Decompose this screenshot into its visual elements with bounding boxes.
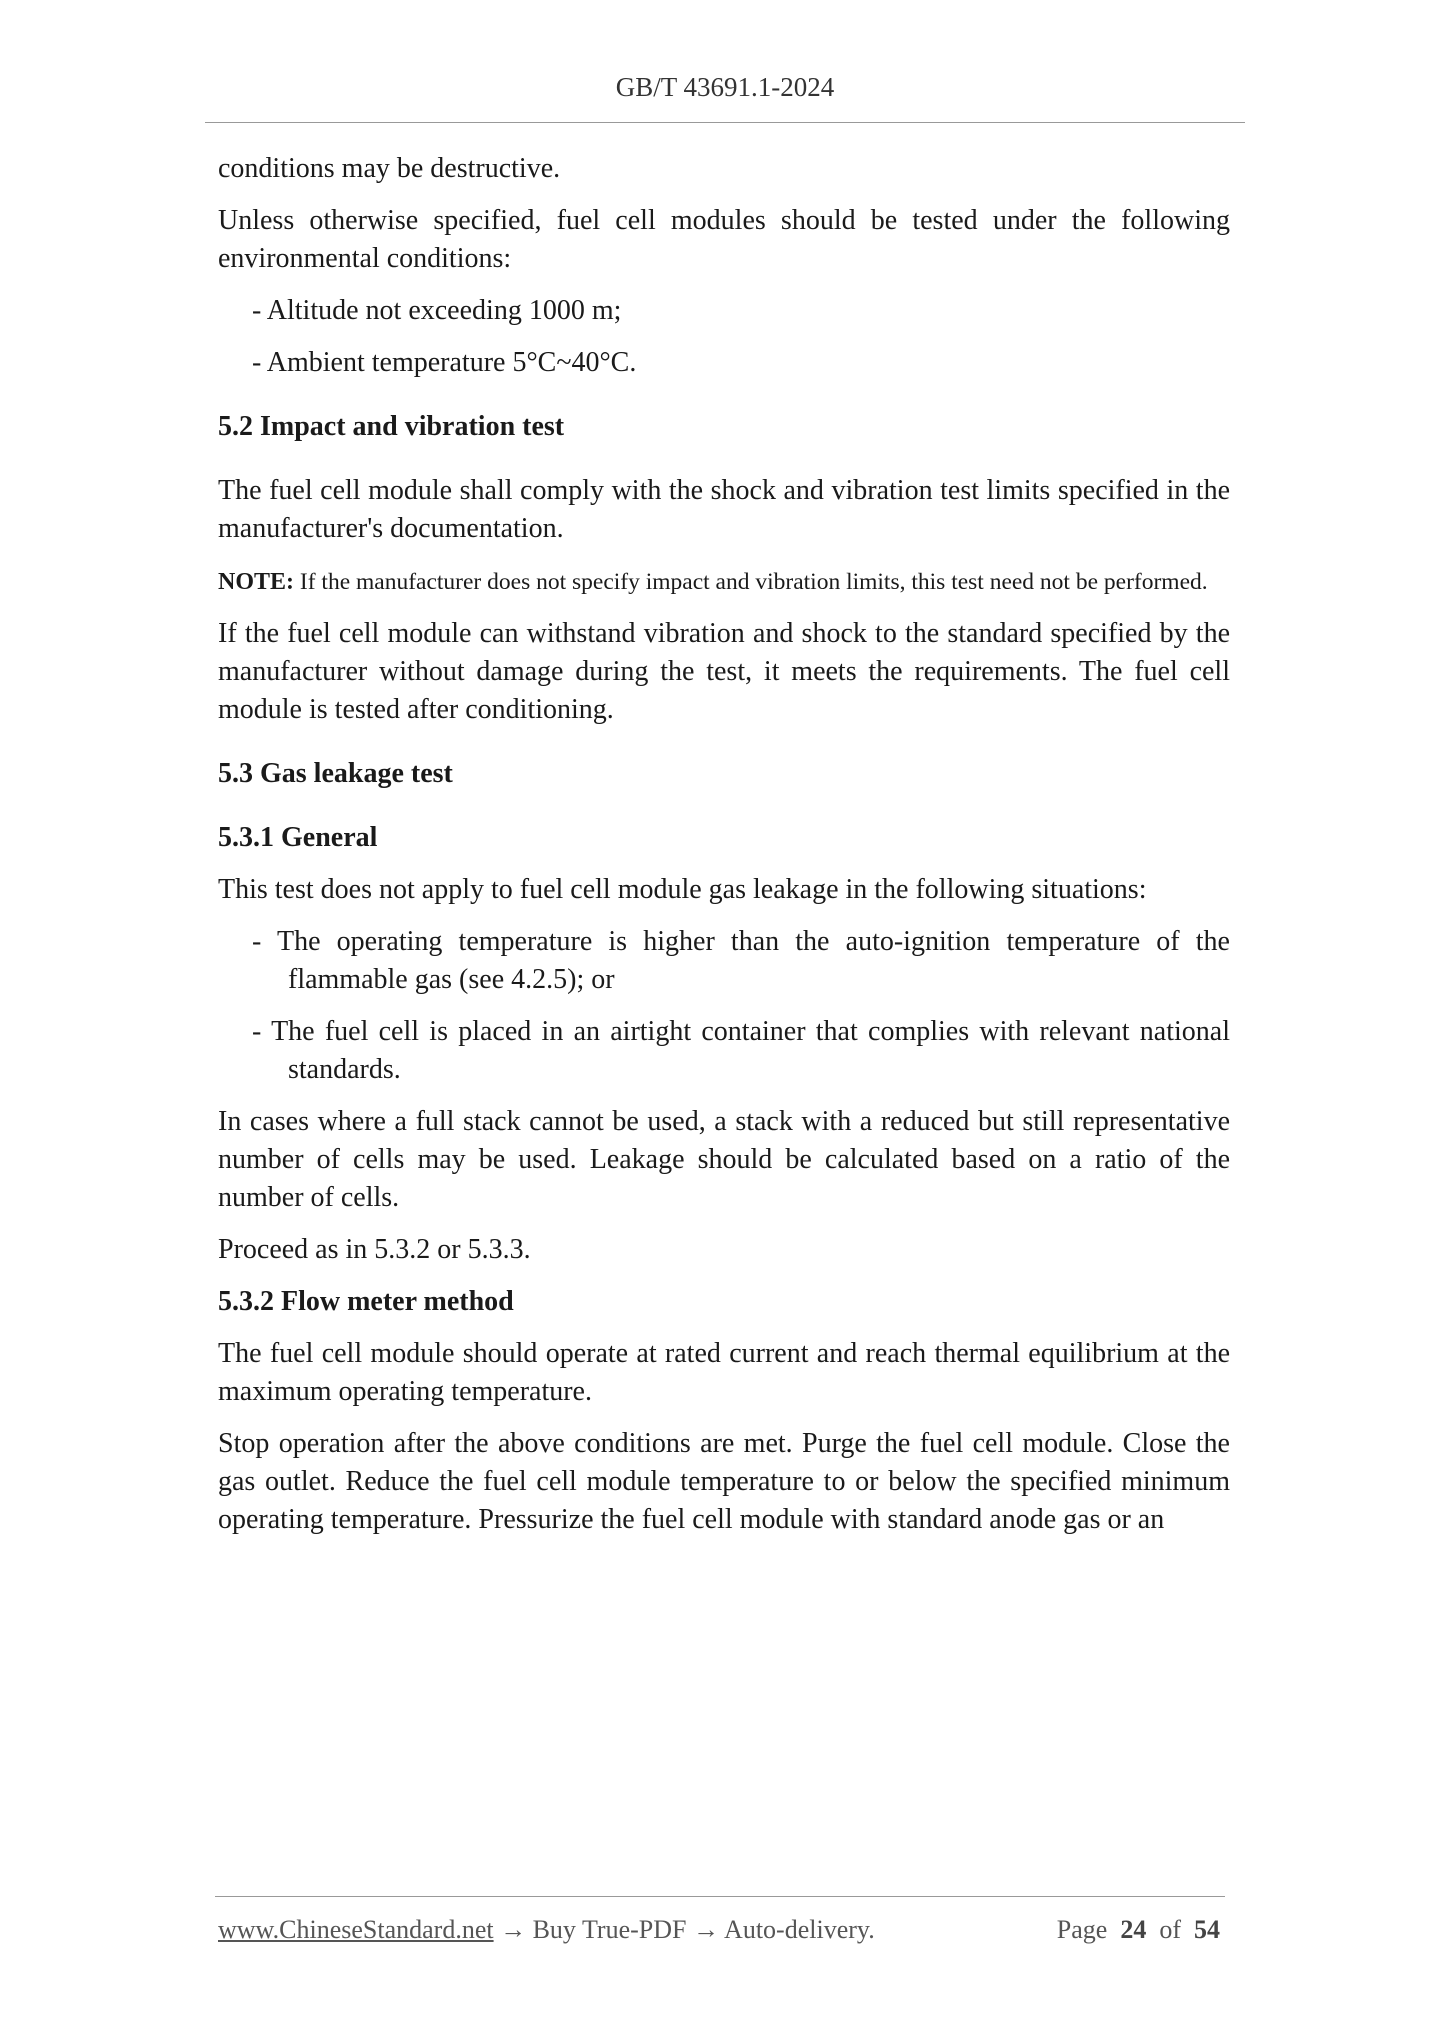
list-item: - The fuel cell is placed in an airtight container that complies with relevant national standards. [252,1016,1230,1085]
footer-promo-text: → Buy True-PDF → Auto-delivery. [493,1915,875,1944]
of-label: of [1159,1915,1181,1944]
note-label: NOTE: [218,569,295,595]
paragraph: The fuel cell module should operate at rated current and reach thermal equilibrium at the maximum operating temperature. [218,1338,1230,1407]
paragraph: In cases where a full stack cannot be used, a stack with a reduced but still representative number of cells may be used. Leakage should be calculated based on a ratio of the number of cells. [218,1106,1230,1213]
note-text: If the manufacturer does not specify impact and vibration limits, this test need not be performed. [294,569,1208,595]
section-heading-5-2: 5.2 Impact and vibration test [218,411,565,442]
page-number: 24 [1120,1915,1147,1944]
page-header: GB/T 43691.1-2024 [615,72,835,102]
footer-divider [215,1896,1225,1897]
page-indicator [1057,1915,1220,1945]
list-item: - Ambient temperature 5°C~40°C. [252,347,637,378]
section-heading-5-3-2: 5.3.2 Flow meter method [218,1286,514,1317]
paragraph: Unless otherwise specified, fuel cell modules should be tested under the following environmental conditions: [218,205,1230,274]
list-item: - Altitude not exceeding 1000 m; [252,295,622,326]
paragraph: If the fuel cell module can withstand vibration and shock to the standard specified by the manufacturer without damage during the test, it meets the requirements. The fuel cell module is tested after conditioning. [218,618,1230,725]
footer-promo [218,1915,875,1945]
website-link[interactable]: www.ChineseStandard.net [218,1915,494,1944]
page-footer [218,1915,1220,1945]
section-heading-5-3-1: 5.3.1 General [218,822,378,853]
page-label: Page [1056,1915,1108,1944]
paragraph: conditions may be destructive. [218,153,561,184]
paragraph: Proceed as in 5.3.2 or 5.3.3. [218,1234,531,1265]
header-divider [205,122,1245,123]
paragraph: This test does not apply to fuel cell module gas leakage in the following situations: [218,874,1147,905]
paragraph: The fuel cell module shall comply with the shock and vibration test limits specified in the manufacturer's documentation. [218,475,1230,544]
page-content [218,150,1230,1539]
section-heading-5-3: 5.3 Gas leakage test [218,758,453,789]
list-item: - The operating temperature is higher than the auto-ignition temperature of the flammable gas (see 4.2.5); or [252,926,1230,995]
paragraph: Stop operation after the above conditions are met. Purge the fuel cell module. Close the gas outlet. Reduce the fuel cell module temperature to or below the specified minimum operating temperature. Pressurize the fuel cell module with standard anode gas or an [218,1428,1230,1535]
note [218,564,1230,601]
page-total: 54 [1194,1915,1220,1944]
